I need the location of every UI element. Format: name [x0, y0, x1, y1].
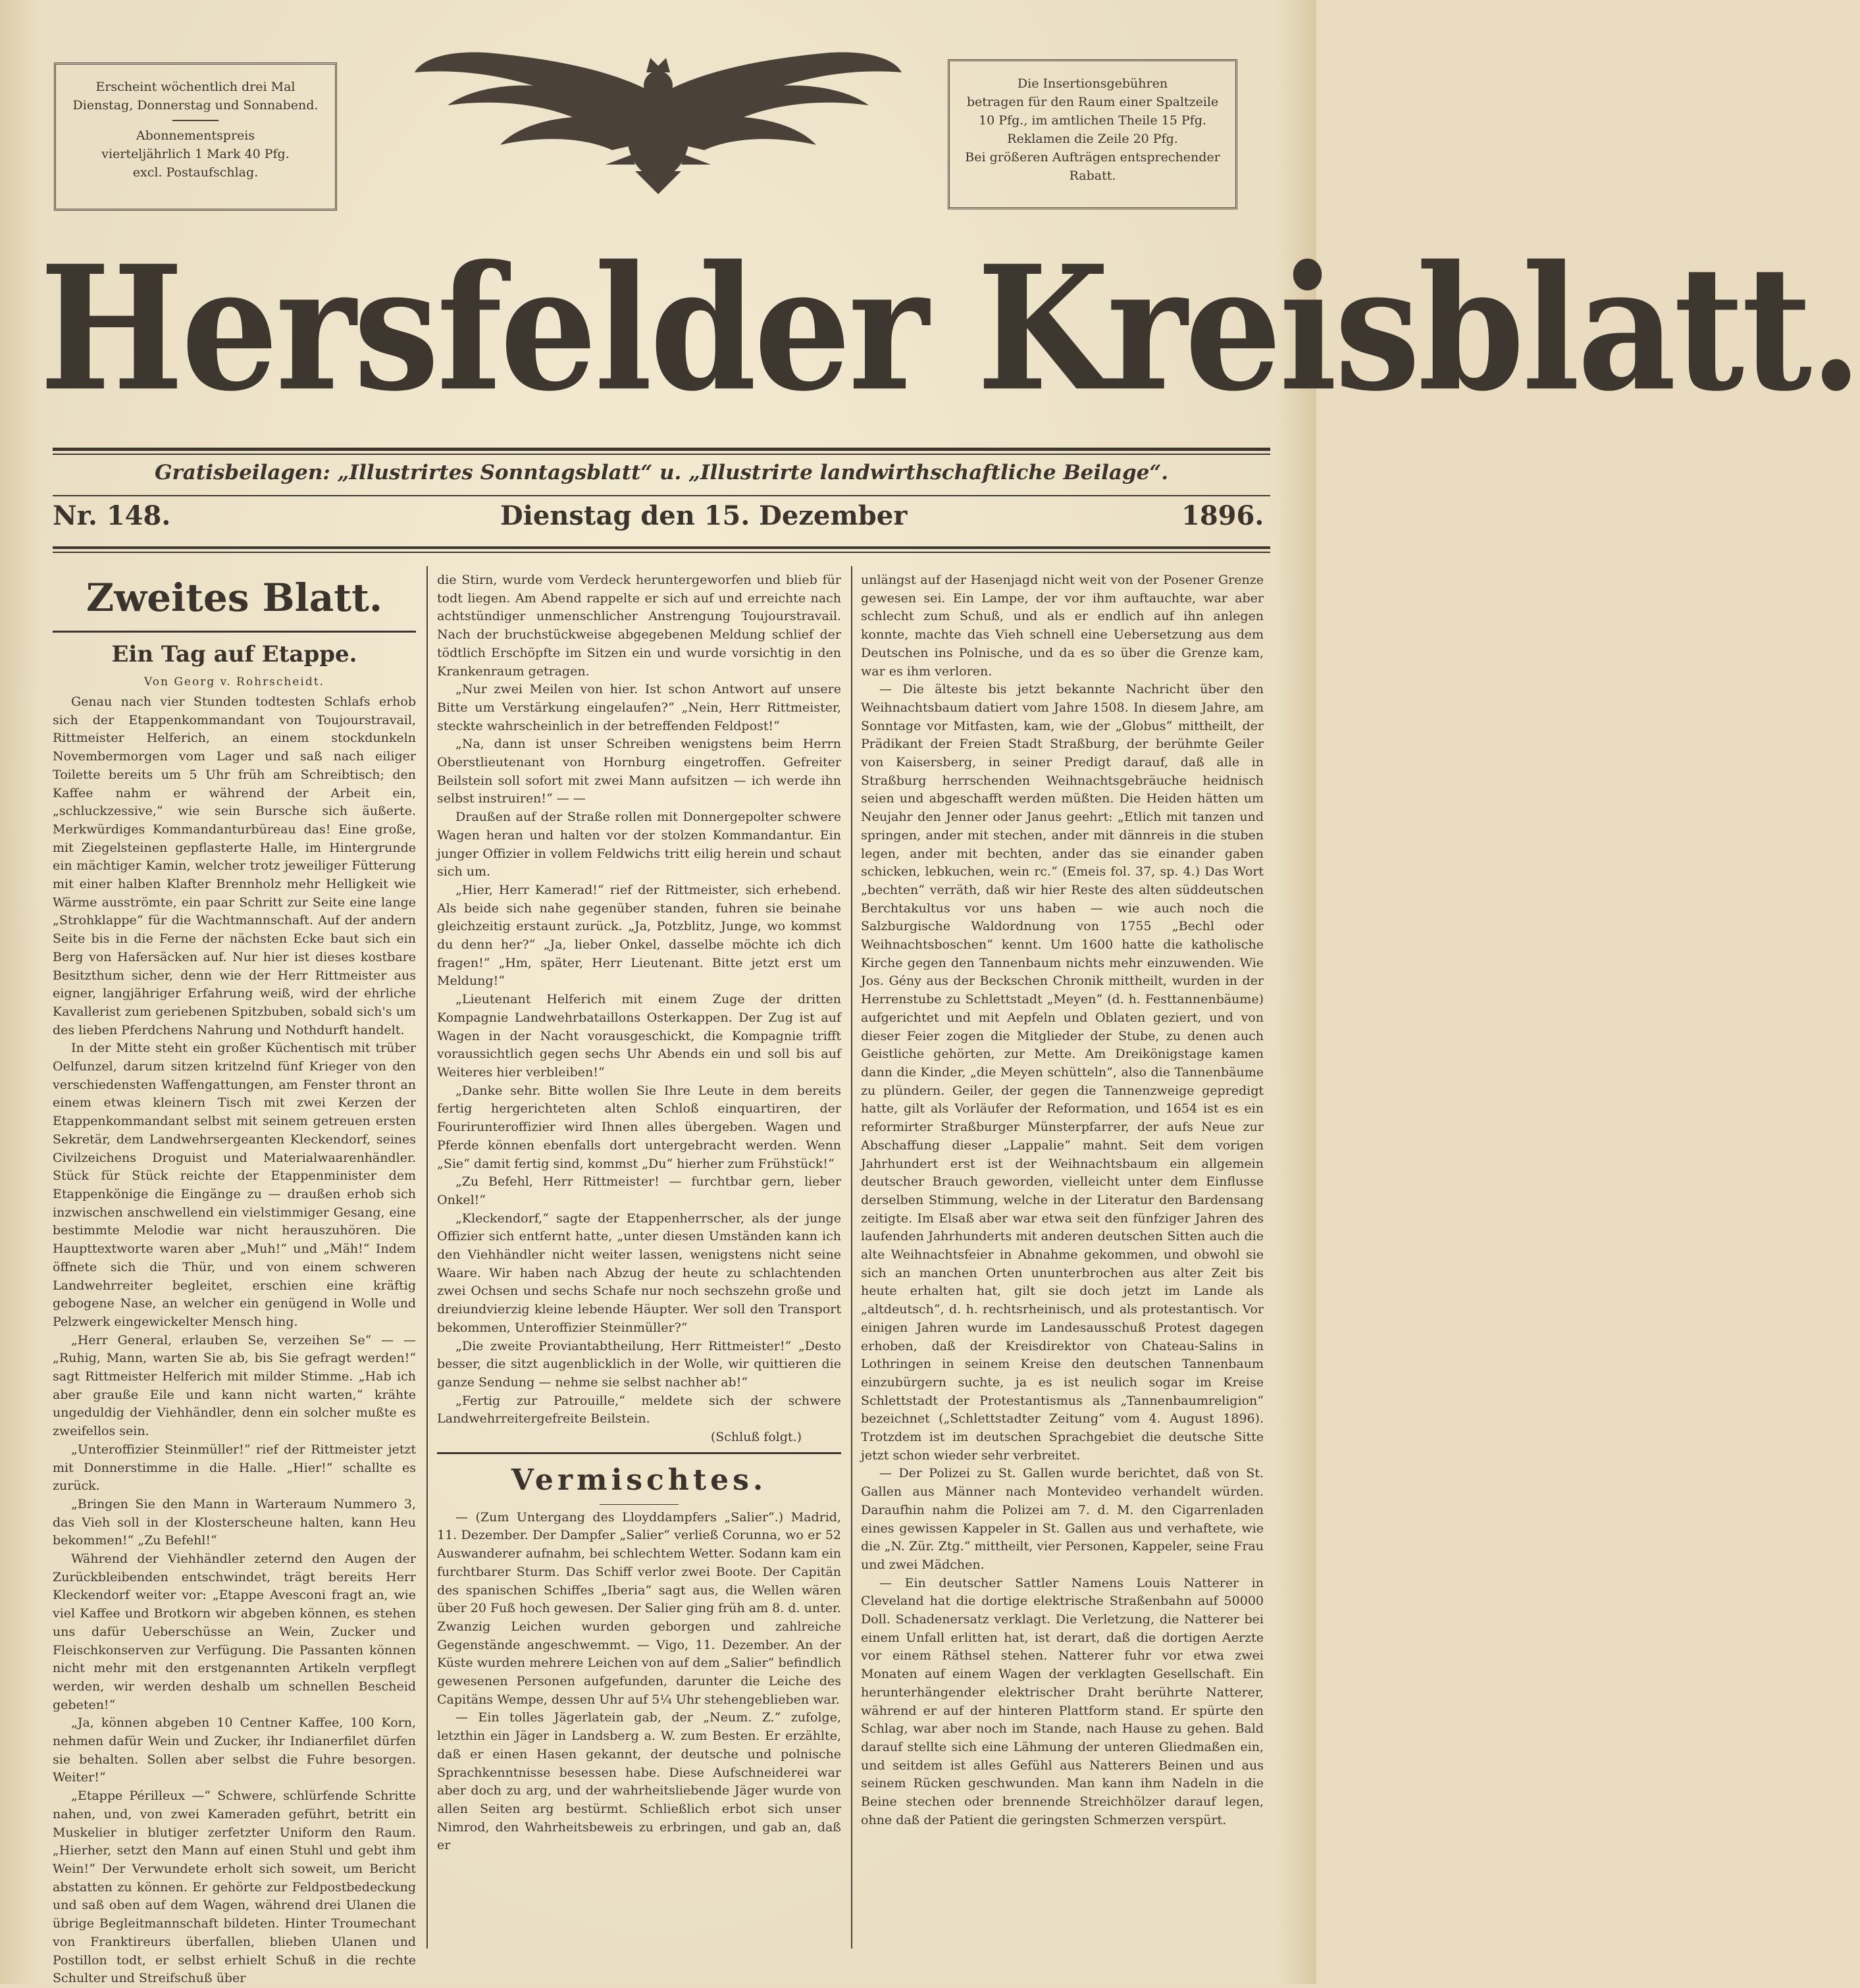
subscription-label: Abonnementspreis [136, 128, 255, 143]
news-item: — Der Polizei zu St. Gallen wurde berichtet, daß von St. Gallen aus Männer nach Montevideo verhandelt würden. Daraufhin nahm die Polizei am 7. d. M. den Cigarrenladen eines gewissen Kappeler in St. Gallen aus und verhaftete, wie die „N. Zür. Ztg.“ mittheilt, vier Personen, Kappeler, seine Frau und zwei Mädchen. [861, 1466, 1264, 1572]
column-divider-1 [426, 566, 428, 1949]
article-paragraph: „Kleckendorf,“ sagte der Etappenherrscher, als der junge Offizier sich entfernt hatte, „unter diesen Umständen kann ich den Viehhändler nicht weiter lassen, wenigstens nicht seine Waare. Wir haben nach Abzug der heute zu schlachtenden zwei Ochsen und sechs Schafe nur noch sechszehn große und dreiundvierzig kleine lebende Häupter. Wer soll den Transport bekommen, Unteroffizier Steinmüller?“ [437, 1211, 841, 1335]
news-item: — Die älteste bis jetzt bekannte Nachricht über den Weihnachtsbaum datiert vom Jahre 1508. In diesem Jahre, am Sonntage vor Mitfasten, kam, wie der „Globus“ mittheilt, der Prädikant der Freien Stadt Straßburg, der berühmte Geiler von Kaisersberg, in seiner Predigt darauf, daß alle in Straßburg herrschenden Weihnachtsgebräuche heidnisch seien und abgeschafft werden müßten. Die Heiden hätten um Neujahr den Jenner oder Janus geehrt: „Etlich mit tanzen und springen, ander mit stechen, ander mit dännreis in die stuben legen, ander mit bechten, ander das sie einander gaben schicken, lebkuchen, wein rc.“ (Emeis fol. 37, sp. 4.) Das Wort „bechten“ verräth, daß wir hier Reste des alten süddeutschen Berchtakultus vor uns haben — wie auch noch die Salzburgische Waldordnung von 1755 „Bechl oder Weihnachtsboschen“ kennt. Um 1600 hatte die katholische Kirche gegen den Tannenbaum nichts mehr einzuwenden. Wie Jos. Gény aus der Beckschen Chronik mittheilt, wurden in der Herrenstube zu Schlettstadt „Meyen“ (d. h. Festtannenbäume) aufgerichtet und mit Aepfeln und Oblaten geziert, und von dieser Feier zogen die Mitglieder der Stube, zu denen auch Geistliche gehörten, zur Mette. Am Dreikönigstage kamen dann die Kinder, „die Meyen schütteln“, also die Tannenbäume zu plündern. Geiler, der gegen die Tannenzweige gepredigt hatte, gilt als Vorläufer der Reformation, und 1654 ist es ein reformirter Straßburger Münsterpfarrer, der aufs Neue zur Abschaffung dieser „Lappalie“ mahnt. Seit dem vorigen Jahrhundert erst ist der Weihnachtsbaum ein allgemein deutscher Brauch geworden, vielleicht unter dem Einflusse derselben Stimmung, welche in der Literatur den Bardensang zeitigte. Im Elsaß aber war etwa seit den fünfziger Jahren des laufenden Jahrhunderts mit anderen deutschen Sitten auch die alte Weihnachtsfeier in Abnahme gekommen, und obwohl sie sich an manchen Orten ununterbrochen aus alter Zeit bis heute erhalten hat, gilt sie doch jetzt im Lande als „altdeutsch“, d. h. rechtsrheinisch, und als protestantisch. Vor einigen Jahren wurde im Landesausschuß Protest dagegen erhoben, daß der Kreisdirektor von Chateau-Salins in Lothringen in seinem Kreise den deutschen Tannenbaum einzubürgern suchte, ja es ist neulich sogar im Kreise Schlettstadt der Protestantismus als „Tannenbaumreligion“ bezeichnet („Schlettstadter Zeitung“ vom 4. August 1896). Trotzdem ist im deutschen Sprachgebiet die deutsche Sitte jetzt schon wieder sehr verbreitet. [861, 682, 1264, 1463]
masthead-rule-top-thin [53, 454, 1270, 455]
news-item: unlängst auf der Hasenjagd nicht weit von der Posener Grenze gewesen sei. Ein Lampe, der vor ihm auftauchte, war aber schlecht zum Schuß, und als er endlich auf ihn anlegen konnte, machte das Vieh schnell eine Uebersetzung aus dem Deutschen ins Polnische, und da es so über die Grenze kam, war es ihm verloren. [861, 573, 1264, 679]
article-paragraph: „Unteroffizier Steinmüller!“ rief der Rittmeister jetzt mit Donnerstimme in die Halle. „Hier!“ schallte es zurück. [53, 1442, 416, 1494]
section-rule [600, 1504, 679, 1505]
article-paragraph: „Herr General, erlauben Se, verzeihen Se“ — — „Ruhig, Mann, warten Sie ab, bis Sie gefragt werden!“ sagt Rittmeister Helferich mit milder Stimme. „Hab ich aber grauße Eile und kann nicht warten,“ krähte ungeduldig der Viehhändler, denn ein solcher mußte es zweifellos sein. [53, 1332, 416, 1439]
box-divider [172, 120, 219, 121]
subscription-info-box [54, 63, 337, 211]
section-rule [53, 631, 416, 633]
article-paragraph: „Hier, Herr Kamerad!“ rief der Rittmeister, sich erhebend. Als beide sich nahe gegenüber standen, fuhren sie beinahe gleichzeitig erstaunt zurück. „Ja, Potzblitz, Junge, wo kommst du denn her?“ „Ja, lieber Onkel, dasselbe möchte ich dich fragen!“ „Hm, später, Herr Lieutenant. Bitte jetzt erst um Meldung!“ [437, 882, 841, 989]
rates-line-3: 10 Pfg., im amtlichen Theile 15 Pfg. [979, 113, 1206, 128]
publication-frequency: Erscheint wöchentlich drei Mal [95, 80, 296, 94]
article-paragraph: „Na, dann ist unser Schreiben wenigstens beim Herrn Oberstlieutenant von Hornburg eingetroffen. Gefreiter Beilstein soll sofort mit zwei Mann aufsitzen — ich werde ihn selbst instruiren!“ — — [437, 737, 841, 806]
dateline-rule-top [53, 495, 1270, 496]
dateline-rule-bottom [53, 546, 1270, 549]
article-paragraph: „Zu Befehl, Herr Rittmeister! — furchtbar gern, lieber Onkel!“ [437, 1174, 841, 1207]
column-2 [437, 571, 841, 1941]
issue-number: Nr. 148. [53, 500, 171, 531]
issue-year: 1896. [1181, 500, 1264, 531]
news-item: — (Zum Untergang des Lloyddampfers „Salier“.) Madrid, 11. Dezember. Der Dampfer „Salier“ verließ Corunna, wo er 52 Auswanderer aufnahm, bei schlechtem Wetter. Sodann kam ein furchtbarer Sturm. Das Schiff verlor zwei Boote. Der Capitän des spanischen Schiffes „Iberia“ sagt aus, die Wellen wären über 20 Fuß hoch gewesen. Der Salier ging früh am 8. d. unter. Zwanzig Leichen wurden geborgen und zahlreiche Gegenstände angeschwemmt. — Vigo, 11. Dezember. An der Küste wurden mehrere Leichen von auf dem „Salier“ befindlich gewesenen Personen aufgefunden, darunter die Leiche des Capitäns Wempe, dessen Uhr auf 5¼ Uhr stehengeblieben war. [437, 1509, 841, 1707]
eagle-emblem-icon [408, 33, 908, 197]
article-paragraph: Während der Viehhändler zeternd den Augen der Zurückbleibenden entschwindet, trägt bereits Herr Kleckendorf weiter vor: „Etappe Avesconi fragt an, wie viel Kaffee und Brotkorn wir abgeben können, es stehen uns dafür Ueberschüsse an Wein, Zucker und Fleischkonserven zur Verfügung. Die Passanten können nicht mehr mit den erstgenannten Artikeln verpflegt werden, wir werden deshalb um schnellen Bescheid gebeten!“ [53, 1552, 416, 1712]
section-title-vermischtes: Vermischtes. [511, 1463, 767, 1497]
rates-line-1: Die Insertionsgebühren [1017, 76, 1168, 91]
publication-days: Dienstag, Donnerstag und Sonnabend. [72, 98, 319, 113]
subscription-price: vierteljährlich 1 Mark 40 Pfg. [101, 147, 290, 161]
article-paragraph: Genau nach vier Stunden todtesten Schlafs erhob sich der Etappenkommandant von Toujourstravail, Rittmeister Helferich, an einem stockdunkeln Novembermorgen vom Lager und saß nach eiliger Toilette bereits um 5 Uhr früh am Schreibtisch; den Kaffee nahm er während der Arbeit ein, „schluckzessive,“ wie sein Bursche sich äußerte. Merkwürdiges Kommandanturbüreau das! Eine große, mit Ziegelsteinen gepflasterte Halle, im Hintergrunde ein mächtiger Kamin, welcher trotz jeweiliger Fütterung mit einer halben Klafter Brennholz mehr Helligkeit wie Wärme ausströmte, ein paar Schritt zur Seite eine lange „Strohklappe“ für die Wachtmannschaft. Auf der andern Seite bis in die Ferne der nächsten Ecke baut sich ein Berg von Hafersäcken auf. Nur hier ist dieses kostbare Besitzthum sicher, denn wie der Herr Rittmeister aus eigner, langjähriger Erfahrung weiß, wird der ehrliche Kavallerist zum geriebenen Spitzbuben, sobald sich's um des lieben Pferdchens Nahrung und Nothdurft handelt. [53, 694, 416, 1037]
article-paragraph: „Lieutenant Helferich mit einem Zuge der dritten Kompagnie Landwehrbataillons Osterkappen. Der Zug ist auf Wagen in der Nacht vorausgeschickt, die Kompagnie trifft voraussichtlich gegen sechs Uhr Abends ein und soll bis auf Weiteres hier verbleiben!“ [437, 992, 841, 1080]
article-author: Von Georg v. Rohrscheidt. [144, 675, 324, 689]
news-item: — Ein tolles Jägerlatein gab, der „Neum. Z.“ zufolge, letzthin ein Jäger in Landsberg a. W. zum Besten. Er erzählte, daß er einen Hasen gekannt, der deutsche und polnische Sprachkenntnisse besessen habe. Diese Aufschneiderei war aber doch zu arg, und der wahrheitsliebende Jäger wurde von allen Seiten arg bestürmt. Schließlich erbot sich unser Nimrod, den Wahrheitsbeweis zu erbringen, und gab an, daß er [437, 1710, 841, 1853]
advertising-rates-box [948, 59, 1237, 209]
article-paragraph: In der Mitte steht ein großer Küchentisch mit trüber Oelfunzel, darum sitzen kritzelnd fünf Krieger von den verschiedensten Waffengattungen, am Fenster thront an einem etwas kleinern Tisch mit zwei Kerzen der Etappenkommandant selbst mit seinem getreuen ersten Sekretär, dem Landwehrsergeanten Kleckendorf, seines Civilzeichens Droguist und Materialwaarenhändler. Stück für Stück reichte der Etappenminister dem Etappenkönige die Eingänge zu — draußen erhob sich inzwischen anschwellend ein vielstimmiger Gesang, eine bestimmte Melodie war nicht herauszuhören. Die Haupttextworte waren aber „Muh!“ und „Mäh!“ Indem öffnete sich die Thür, und von einem schweren Landwehrreiter begleitet, erschien eine kräftig gebogene Nase, an welcher ein genügend in Wolle und Pelzwerk eingewickelter Mensch hing. [53, 1041, 416, 1329]
rates-line-2: betragen für den Raum einer Spaltzeile [966, 95, 1219, 109]
column-1 [53, 571, 416, 1986]
article-paragraph: „Fertig zur Patrouille,“ meldete sich der schwere Landwehrreitergefreite Beilstein. [437, 1393, 841, 1426]
article-paragraph: „Bringen Sie den Mann in Warteraum Nummero 3, das Vieh soll in der Klosterscheune halten, kann Heu bekommen!“ „Zu Befehl!“ [53, 1496, 416, 1548]
continuation-note: (Schluß folgt.) [710, 1430, 802, 1445]
dateline-rule-bottom-thin [53, 552, 1270, 553]
article-paragraph: Draußen auf der Straße rollen mit Donnergepolter schwere Wagen heran und halten vor der stolzen Kommandantur. Ein junger Offizier in vollem Feldwichs tritt eilig herein und schaut sich um. [437, 810, 841, 879]
article-paragraph: „Die zweite Proviantabtheilung, Herr Rittmeister!“ „Desto besser, die sitzt augenblicklich in der Wolle, wir quittieren die ganze Sendung — nehme sie selbst nachher ab!“ [437, 1338, 841, 1390]
section-rule [437, 1452, 841, 1454]
issue-date: Dienstag den 15. Dezember [500, 500, 908, 531]
rates-line-5: Bei größeren Aufträgen entsprechender [965, 150, 1220, 165]
column-3 [861, 571, 1264, 1941]
rates-line-4: Reklamen die Zeile 20 Pfg. [1007, 132, 1178, 146]
rates-line-6: Rabatt. [1069, 169, 1116, 183]
article-paragraph: „Danke sehr. Bitte wollen Sie Ihre Leute in dem bereits fertig hergerichteten alten Schloß einquartiren, der Fourirunteroffizier wird Ihnen alles übergeben. Wagen und Pferde können ebenfalls dort untergebracht werden. Wenn „Sie“ damit fertig sind, kommst „Du“ hierher zum Frühstück!“ [437, 1083, 841, 1171]
supplements-line: Gratisbeilagen: „Illustrirtes Sonntagsblatt“ u. „Illustrirte landwirthschaftliche Beilage“. [154, 461, 1169, 484]
masthead-rule-top [53, 448, 1270, 451]
article-paragraph: „Ja, können abgeben 10 Centner Kaffee, 100 Korn, nehmen dafür Wein und Zucker, ihr Indianerfilet dürfen sie behalten. Sollen aber selbst die Fuhre besorgen. Weiter!“ [53, 1715, 416, 1785]
article-title: Ein Tag auf Etappe. [111, 641, 357, 667]
article-paragraph: die Stirn, wurde vom Verdeck heruntergeworfen und blieb für todt liegen. Am Abend rappelte er sich auf und erreichte nach achtstündiger unmenschlicher Anstrengung Toujourstravail. Nach der bruchstückweise abgegebenen Meldung schlief der tödtlich Erschöpfte im Sitzen ein und wurde vorsichtig in den Krankenraum getragen. [437, 573, 841, 679]
article-paragraph: „Etappe Périlleux —“ Schwere, schlürfende Schritte nahen, und, von zwei Kameraden geführt, betritt ein Muskelier in blutiger zerfetzter Uniform den Raum. „Hierher, setzt den Mann auf einen Stuhl und gebt ihm Wein!“ Der Verwundete erholt sich soweit, um Bericht abstatten zu können. Er gehörte zur Feldpostbedeckung und saß oben auf dem Wagen, während drei Ulanen die übrige Begleitmannschaft bildeten. Hinter Troumechant von Franktireurs überfallen, blieben Ulanen und Postillon todt, er selbst erhielt Schuß in die rechte Schulter und Streifschuß über [53, 1789, 416, 1986]
article-paragraph: „Nur zwei Meilen von hier. Ist schon Antwort auf unsere Bitte um Verstärkung eingelaufen?“ „Nein, Herr Rittmeister, steckte wahrscheinlich in der betreffenden Feldpost!“ [437, 682, 841, 733]
postage-note: excl. Postaufschlag. [132, 165, 259, 180]
column-divider-2 [851, 566, 852, 1949]
news-item: — Ein deutscher Sattler Namens Louis Natterer in Cleveland hat die dortige elektrische Straßenbahn auf 50000 Doll. Schadenersatz verklagt. Die Verletzung, die Natterer bei einem Unfall erlitten hat, ist derart, daß die dortigen Aerzte vor einem Räthsel stehen. Natterer fuhr vor etwa zwei Monaten auf einem Wagen der verklagten Gesellschaft. Ein herunterhängender elektrischer Draht berührte Natterer, während er auf der hinteren Plattform stand. Er spürte den Schlag, war aber noch im Stande, nach Hause zu gehen. Bald darauf stellte sich eine Lähmung der unteren Gliedmaßen ein, und seitdem ist alles Gefühl aus Natterers Beinen und aus seinem Rücken geschwunden. Man kann ihm Nadeln in die Beine stechen oder brennende Streichhölzer darauf legen, ohne daß der Patient die geringsten Schmerzen verspürt. [861, 1575, 1264, 1827]
section-header: Zweites Blatt. [86, 575, 383, 620]
newspaper-masthead: Hersfelder Kreisblatt. [39, 227, 1860, 429]
